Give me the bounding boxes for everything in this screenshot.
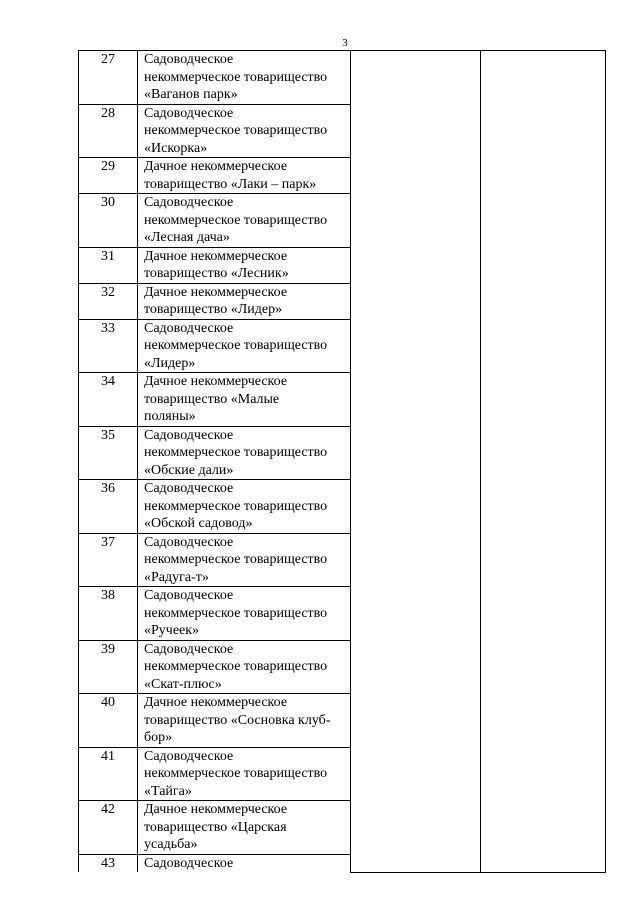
empty-cell bbox=[481, 801, 606, 855]
empty-cell bbox=[351, 373, 481, 427]
row-number: 39 bbox=[79, 640, 138, 694]
organization-name: Садоводческое некоммерческое товарищество «Ваганов парк» bbox=[138, 51, 351, 105]
row-number: 40 bbox=[79, 694, 138, 748]
row-number: 38 bbox=[79, 587, 138, 641]
row-number: 35 bbox=[79, 426, 138, 480]
row-number: 34 bbox=[79, 373, 138, 427]
empty-cell bbox=[481, 194, 606, 248]
organization-name: Садоводческое некоммерческое товарищество «Радуга-т» bbox=[138, 533, 351, 587]
empty-cell bbox=[481, 854, 606, 872]
table-row bbox=[79, 854, 606, 872]
organization-name: Дачное некоммерческое товарищество «Малые поляны» bbox=[138, 373, 351, 427]
empty-cell bbox=[351, 247, 481, 283]
organization-name: Садоводческое некоммерческое товарищество «Обские дали» bbox=[138, 426, 351, 480]
empty-cell bbox=[481, 283, 606, 319]
empty-cell bbox=[351, 283, 481, 319]
row-number: 29 bbox=[79, 158, 138, 194]
organizations-table bbox=[78, 50, 606, 873]
row-number: 42 bbox=[79, 801, 138, 855]
organization-name: Садоводческое bbox=[138, 854, 351, 872]
table-row bbox=[79, 194, 606, 248]
organization-name: Садоводческое некоммерческое товарищество «Лидер» bbox=[138, 319, 351, 373]
empty-cell bbox=[351, 426, 481, 480]
row-number: 37 bbox=[79, 533, 138, 587]
empty-cell bbox=[351, 194, 481, 248]
empty-cell bbox=[481, 319, 606, 373]
organization-name: Садоводческое некоммерческое товарищество «Лесная дача» bbox=[138, 194, 351, 248]
empty-cell bbox=[351, 319, 481, 373]
table-row bbox=[79, 801, 606, 855]
table-row bbox=[79, 158, 606, 194]
empty-cell bbox=[481, 51, 606, 105]
organization-name: Дачное некоммерческое товарищество «Лидер» bbox=[138, 283, 351, 319]
empty-cell bbox=[351, 480, 481, 534]
empty-cell bbox=[351, 533, 481, 587]
organization-name: Садоводческое некоммерческое товарищество «Искорка» bbox=[138, 104, 351, 158]
empty-cell bbox=[351, 158, 481, 194]
organization-name: Дачное некоммерческое товарищество «Сосновка клуб- бор» bbox=[138, 694, 351, 748]
table-row bbox=[79, 694, 606, 748]
table-row bbox=[79, 426, 606, 480]
empty-cell bbox=[481, 640, 606, 694]
row-number: 33 bbox=[79, 319, 138, 373]
empty-cell bbox=[481, 480, 606, 534]
row-number: 31 bbox=[79, 247, 138, 283]
table-row bbox=[79, 747, 606, 801]
row-number: 32 bbox=[79, 283, 138, 319]
row-number: 41 bbox=[79, 747, 138, 801]
table-row bbox=[79, 283, 606, 319]
row-number: 36 bbox=[79, 480, 138, 534]
empty-cell bbox=[351, 694, 481, 748]
page-number: 3 bbox=[342, 37, 348, 49]
empty-cell bbox=[481, 694, 606, 748]
empty-cell bbox=[481, 373, 606, 427]
organization-name: Садоводческое некоммерческое товарищество «Ручеек» bbox=[138, 587, 351, 641]
table-row bbox=[79, 51, 606, 105]
empty-cell bbox=[351, 51, 481, 105]
empty-cell bbox=[351, 640, 481, 694]
empty-cell bbox=[481, 587, 606, 641]
row-number: 30 bbox=[79, 194, 138, 248]
empty-cell bbox=[351, 801, 481, 855]
empty-cell bbox=[481, 104, 606, 158]
empty-cell bbox=[481, 426, 606, 480]
row-number: 27 bbox=[79, 51, 138, 105]
organization-name: Садоводческое некоммерческое товарищество «Тайга» bbox=[138, 747, 351, 801]
table-row bbox=[79, 104, 606, 158]
organization-name: Садоводческое некоммерческое товарищество «Скат-плюс» bbox=[138, 640, 351, 694]
organization-name: Дачное некоммерческое товарищество «Лаки – парк» bbox=[138, 158, 351, 194]
table-row bbox=[79, 319, 606, 373]
organization-name: Дачное некоммерческое товарищество «Лесник» bbox=[138, 247, 351, 283]
organization-name: Дачное некоммерческое товарищество «Царская усадьба» bbox=[138, 801, 351, 855]
empty-cell bbox=[351, 854, 481, 872]
organization-name: Садоводческое некоммерческое товарищество «Обской садовод» bbox=[138, 480, 351, 534]
table-row bbox=[79, 587, 606, 641]
table-row bbox=[79, 640, 606, 694]
empty-cell bbox=[481, 247, 606, 283]
row-number: 28 bbox=[79, 104, 138, 158]
row-number: 43 bbox=[79, 854, 138, 872]
empty-cell bbox=[481, 533, 606, 587]
empty-cell bbox=[351, 104, 481, 158]
table-row bbox=[79, 247, 606, 283]
empty-cell bbox=[351, 587, 481, 641]
empty-cell bbox=[351, 747, 481, 801]
table-row bbox=[79, 480, 606, 534]
table-row bbox=[79, 533, 606, 587]
organizations-table-wrapper bbox=[78, 50, 605, 873]
empty-cell bbox=[481, 747, 606, 801]
table-row bbox=[79, 373, 606, 427]
empty-cell bbox=[481, 158, 606, 194]
